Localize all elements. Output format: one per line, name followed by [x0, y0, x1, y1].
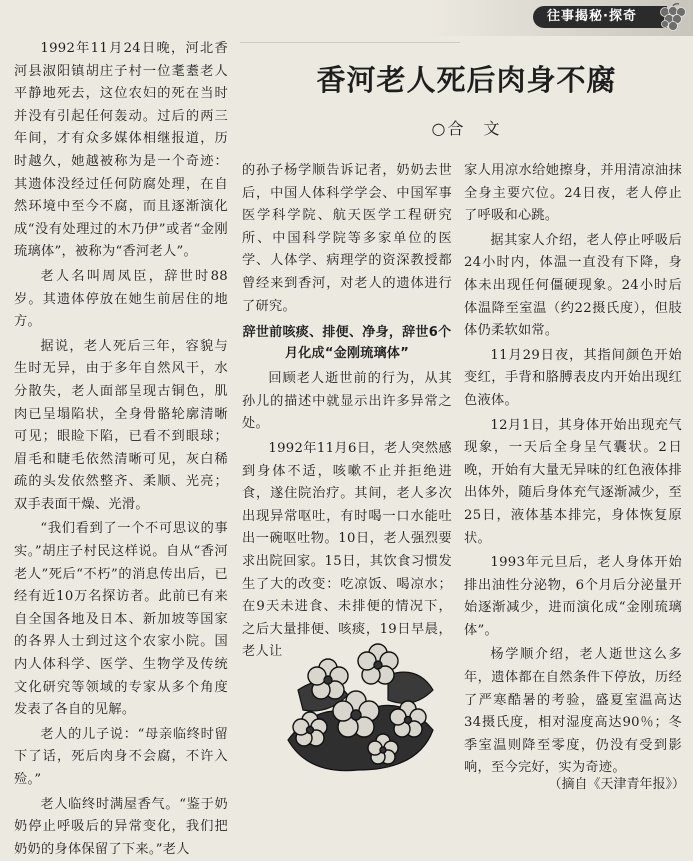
top-divider	[240, 42, 460, 43]
paragraph: 1992年11月24日晚，河北香河县淑阳镇胡庄子村一位耄耋老人平静地死去，这位农妇的死在当时并没有引起任何轰动。过后的两三年间，才有众多媒体相继报道，历时越久，她越被称为是一个奇迹：其遗体没经过任何防腐处理，在自然环境中至今不腐，而且逐渐演化成“没有处理过的木乃伊”或者“金刚琉璃体”，被称为“香河老人”。	[14, 41, 228, 260]
column-badge: 往事揭秘·探奇	[533, 6, 667, 28]
paragraph: “我们看到了一个不可思议的事实。”胡庄子村民这样说。自从“香河老人”死后“不朽”的消息传出后，已经有近10万名探访者。此前已有来自全国各地及日本、新加坡等国家的各界人士到过这个农家小院。国内人体科学、医学、生物学及传统文化研究等领域的专家从多个角度发表了各自的见解。	[14, 521, 228, 718]
text-column-2	[242, 160, 452, 666]
paragraph: 1993年元旦后，老人身体开始排出油性分泌物，6个月后分泌量开始逐渐减少，进而演化成“金刚琉璃体”。	[464, 555, 682, 638]
text-column-3	[464, 160, 682, 776]
paragraph: 12月1日，其身体开始出现充气现象，一天后全身呈气囊状。2日晚，开始有大量无异味的红色液体排出体外，随后身体充气逐渐减少，至25日，液体基本排完，身体恢复原状。	[464, 417, 682, 546]
paragraph: 回顾老人逝世前的行为，从其孙儿的描述中就显示出许多异常之处。	[242, 371, 452, 432]
flower-icon	[268, 620, 448, 780]
paragraph: 杨学顺介绍，老人逝世这么多年，遗体都在自然条件下停放，历经了严寒酷暑的考验，盛夏室温高达34摄氏度，相对湿度高达90％；冬季室温则降至零度，仍没有受到影响，至今完好，实为奇迹。	[464, 647, 682, 776]
paragraph: 11月29日夜，其指间颜色开始变红，手背和胳膊表皮内开始出现红色液体。	[464, 347, 682, 408]
section-subheading: 辞世前咳痰、排便、净身，辞世6个月化成“金刚琉璃体”	[242, 325, 452, 362]
paragraph: 据说，老人死后三年，容貌与生时无异，由于多年自然风干，水分散失，老人面部呈现古铜色，肌肉已呈塌陷状，全身骨骼轮廓清晰可见；眼睑下陷，已看不到眼球；眉毛和睫毛依然清晰可见，灰白稀疏的头发依然整齐、柔顺、光亮；双手表面干燥、光滑。	[14, 338, 228, 512]
article-author: ○合 文	[431, 119, 502, 138]
source-attribution: （摘自《天津青年报》）	[548, 777, 685, 792]
paragraph: 1992年11月6日，老人突然感到身体不适，咳嗽不止并拒绝进食，遂住院治疗。其间，老人多次出现异常呕吐，有时喝一口水能吐出一碗呕吐物。10日，老人强烈要求出院回家。15日，其饮食习惯发生了大的改变：吃凉饭、喝凉水；在9天未进食、未排便的情况下，之后大量排便、咳痰，19日早晨，老人让	[242, 440, 452, 660]
paragraph: 据其家人介绍，老人停止呼吸后24小时内，体温一直没有下降，身体未出现任何僵硬现象。24小时后体温降至室温（约22摄氏度），但肢体仍柔软如常。	[464, 232, 682, 339]
paragraph: 家人用凉水给她擦身，并用清凉油抹全身主要穴位。24日夜，老人停止了呼吸和心跳。	[464, 163, 682, 224]
paragraph: 老人的儿子说：“母亲临终时留下了话，死后肉身不会腐，不许入殓。”	[14, 726, 228, 787]
article-title: 香河老人死后肉身不腐	[316, 63, 617, 97]
paragraph: 老人临终时满屋香气。“鉴于奶奶停止呼吸后的异常变化，我们把奶奶的身体保留了下来。”老人	[14, 796, 228, 857]
grapes-icon	[655, 2, 689, 36]
text-column-1	[14, 38, 228, 857]
paragraph: 老人名叫周凤臣，辞世时88岁。其遗体停放在她生前居住的地方。	[14, 268, 228, 330]
paragraph: 的孙子杨学顺告诉记者，奶奶去世后，中国人体科学学会、中国军事医学科学院、航天医学工程研究所、中国科学院等多家单位的医学、人体学、病理学的资深教授都曾经来到香河，对老人的遗体进行了研究。	[242, 163, 452, 314]
